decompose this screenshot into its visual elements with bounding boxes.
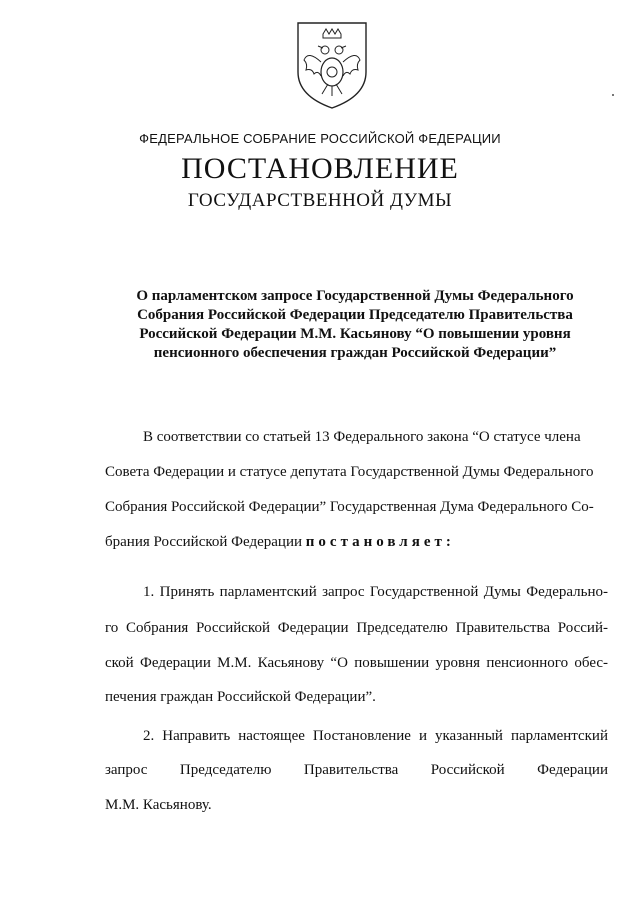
- document-type-title: ПОСТАНОВЛЕНИЕ: [181, 152, 459, 185]
- scan-speck: [612, 94, 614, 96]
- item-1-line: ской Федерации М.М. Касьянову “О повышении уровня пенсионного обес-: [105, 655, 608, 671]
- item-2-line: запрос Председателю Правительства Российской Федерации: [105, 762, 608, 778]
- item-1-line: 1. Принять парламентский запрос Государственной Думы Федерально-: [143, 584, 608, 600]
- item-1-line: печения граждан Российской Федерации”.: [105, 689, 376, 705]
- double-headed-eagle-icon: [294, 20, 370, 110]
- coat-of-arms-emblem: [294, 20, 370, 110]
- preamble-line: Собрания Российской Федерации” Государственная Дума Федерального Со-: [105, 499, 594, 515]
- subject-line: Собрания Российской Федерации Председателю Правительства: [137, 307, 573, 323]
- preamble-line: брания Российской Федерации: [105, 534, 303, 550]
- preamble-line: Совета Федерации и статусе депутата Государственной Думы Федерального: [105, 464, 594, 480]
- item-2-line: 2. Направить настоящее Постановление и указанный парламентский: [143, 728, 608, 744]
- subject-line: Российской Федерации М.М. Касьянову “О повышении уровня: [139, 326, 571, 342]
- organization-name: ФЕДЕРАЛЬНОЕ СОБРАНИЕ РОССИЙСКОЙ ФЕДЕРАЦИИ: [139, 131, 501, 146]
- preamble-line: В соответствии со статьей 13 Федерального закона “О статусе члена: [143, 429, 581, 445]
- preamble-last-line: [105, 534, 608, 551]
- subject-line: О парламентском запросе Государственной Думы Федерального: [136, 288, 574, 304]
- subject-line: пенсионного обеспечения граждан Российской Федерации”: [153, 345, 557, 361]
- document-subject: [118, 287, 592, 363]
- item-1-line: го Собрания Российской Федерации Председателю Правительства Россий-: [105, 620, 608, 636]
- item-2-line: М.М. Касьянову.: [105, 797, 212, 813]
- resolves-word: постановляет:: [305, 534, 455, 550]
- issuer-title: ГОСУДАРСТВЕННОЙ ДУМЫ: [187, 190, 453, 211]
